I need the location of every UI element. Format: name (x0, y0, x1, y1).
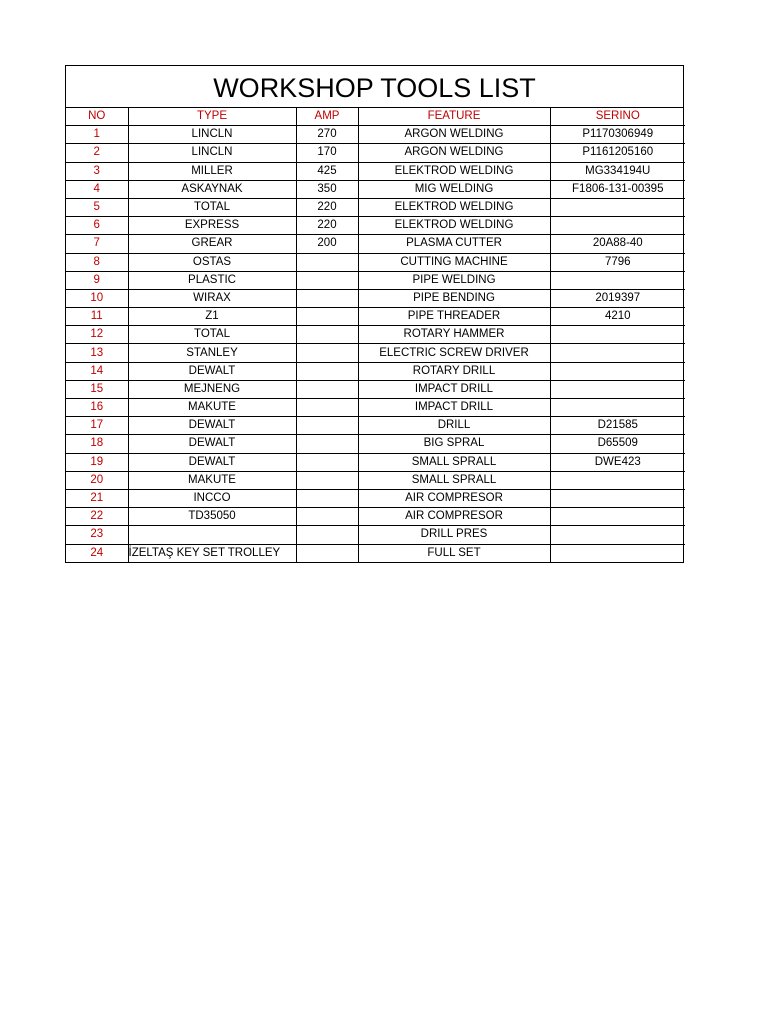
table-row (66, 308, 685, 326)
cell-type: GREAR (128, 235, 296, 253)
cell-amp: 220 (296, 217, 358, 235)
cell-feature: BIG SPRAL (358, 435, 550, 453)
cell-no: 15 (66, 380, 128, 398)
cell-feature: ELEKTROD WELDING (358, 162, 550, 180)
cell-no: 12 (66, 326, 128, 344)
cell-type: TD35050 (128, 508, 296, 526)
cell-no: 10 (66, 289, 128, 307)
cell-no: 3 (66, 162, 128, 180)
table-row (66, 508, 685, 526)
cell-amp (296, 271, 358, 289)
column-header-no: NO (66, 108, 128, 126)
cell-feature: AIR COMPRESOR (358, 508, 550, 526)
cell-serino: D65509 (550, 435, 685, 453)
cell-feature: SMALL SPRALL (358, 471, 550, 489)
cell-no: 24 (66, 544, 128, 562)
cell-feature: FULL SET (358, 544, 550, 562)
cell-amp (296, 489, 358, 507)
cell-amp: 350 (296, 180, 358, 198)
cell-type: DEWALT (128, 453, 296, 471)
cell-feature: SMALL SPRALL (358, 453, 550, 471)
cell-type: TOTAL (128, 198, 296, 216)
cell-serino: F1806-131-00395 (550, 180, 685, 198)
cell-type: ASKAYNAK (128, 180, 296, 198)
cell-no: 4 (66, 180, 128, 198)
cell-type: LINCLN (128, 144, 296, 162)
cell-serino (550, 471, 685, 489)
cell-no: 1 (66, 126, 128, 144)
table-row (66, 235, 685, 253)
column-header-amp: AMP (296, 108, 358, 126)
cell-amp: 200 (296, 235, 358, 253)
sheet-title: WORKSHOP TOOLS LIST (66, 66, 683, 108)
table-row (66, 435, 685, 453)
table-row (66, 362, 685, 380)
cell-type: PLASTIC (128, 271, 296, 289)
cell-serino: 2019397 (550, 289, 685, 307)
cell-no: 8 (66, 253, 128, 271)
column-header-feature: FEATURE (358, 108, 550, 126)
cell-feature: PIPE WELDING (358, 271, 550, 289)
cell-type: OSTAS (128, 253, 296, 271)
table-row (66, 162, 685, 180)
cell-amp (296, 435, 358, 453)
cell-amp (296, 253, 358, 271)
cell-feature: ROTARY DRILL (358, 362, 550, 380)
cell-amp (296, 508, 358, 526)
table-row (66, 271, 685, 289)
cell-serino: MG334194U (550, 162, 685, 180)
cell-type: EXPRESS (128, 217, 296, 235)
cell-feature: ELEKTROD WELDING (358, 217, 550, 235)
table-header-row (66, 108, 685, 126)
cell-serino (550, 271, 685, 289)
cell-no: 2 (66, 144, 128, 162)
column-header-serino: SERINO (550, 108, 685, 126)
cell-serino (550, 508, 685, 526)
cell-type: MILLER (128, 162, 296, 180)
table-row (66, 471, 685, 489)
table-row (66, 289, 685, 307)
cell-amp (296, 544, 358, 562)
cell-type: Z1 (128, 308, 296, 326)
cell-type: INCCO (128, 489, 296, 507)
cell-feature: PIPE THREADER (358, 308, 550, 326)
cell-serino: 7796 (550, 253, 685, 271)
cell-serino: P1161205160 (550, 144, 685, 162)
cell-feature: AIR COMPRESOR (358, 489, 550, 507)
cell-no: 13 (66, 344, 128, 362)
cell-serino (550, 489, 685, 507)
cell-amp (296, 289, 358, 307)
cell-type: MAKUTE (128, 471, 296, 489)
table-row (66, 417, 685, 435)
cell-no: 5 (66, 198, 128, 216)
cell-type: TOTAL (128, 326, 296, 344)
cell-no: 9 (66, 271, 128, 289)
cell-no: 16 (66, 399, 128, 417)
cell-feature: MIG WELDING (358, 180, 550, 198)
cell-serino: P1170306949 (550, 126, 685, 144)
table-row (66, 544, 685, 562)
table-row (66, 489, 685, 507)
cell-feature: ELECTRIC SCREW DRIVER (358, 344, 550, 362)
cell-feature: ARGON WELDING (358, 126, 550, 144)
tools-table (66, 108, 685, 562)
cell-amp (296, 417, 358, 435)
table-row (66, 526, 685, 544)
cell-amp (296, 399, 358, 417)
cell-no: 7 (66, 235, 128, 253)
cell-amp: 270 (296, 126, 358, 144)
cell-serino (550, 544, 685, 562)
table-row (66, 380, 685, 398)
cell-serino (550, 362, 685, 380)
cell-no: 19 (66, 453, 128, 471)
cell-serino: D21585 (550, 417, 685, 435)
column-header-type: TYPE (128, 108, 296, 126)
cell-type (128, 526, 296, 544)
table-row (66, 180, 685, 198)
cell-no: 21 (66, 489, 128, 507)
cell-feature: DRILL PRES (358, 526, 550, 544)
cell-type: DEWALT (128, 435, 296, 453)
cell-feature: ELEKTROD WELDING (358, 198, 550, 216)
cell-serino (550, 217, 685, 235)
cell-no: 20 (66, 471, 128, 489)
table-row (66, 344, 685, 362)
cell-serino (550, 380, 685, 398)
cell-feature: IMPACT DRILL (358, 380, 550, 398)
cell-feature: ARGON WELDING (358, 144, 550, 162)
cell-amp (296, 380, 358, 398)
cell-amp (296, 362, 358, 380)
cell-serino (550, 526, 685, 544)
cell-serino (550, 399, 685, 417)
cell-serino: DWE423 (550, 453, 685, 471)
cell-type: DEWALT (128, 417, 296, 435)
cell-amp (296, 471, 358, 489)
cell-amp: 425 (296, 162, 358, 180)
cell-no: 17 (66, 417, 128, 435)
cell-no: 22 (66, 508, 128, 526)
cell-serino: 20A88-40 (550, 235, 685, 253)
cell-feature: PIPE BENDING (358, 289, 550, 307)
table-row (66, 217, 685, 235)
table-row (66, 253, 685, 271)
table-row (66, 453, 685, 471)
cell-amp: 170 (296, 144, 358, 162)
table-row (66, 399, 685, 417)
cell-type: WIRAX (128, 289, 296, 307)
cell-type: İZELTAŞ KEY SET TROLLEY (128, 544, 296, 562)
cell-serino (550, 198, 685, 216)
cell-amp (296, 326, 358, 344)
cell-type: DEWALT (128, 362, 296, 380)
cell-serino (550, 326, 685, 344)
cell-type: LINCLN (128, 126, 296, 144)
cell-feature: PLASMA CUTTER (358, 235, 550, 253)
cell-amp (296, 453, 358, 471)
cell-no: 14 (66, 362, 128, 380)
cell-type: MAKUTE (128, 399, 296, 417)
cell-type: STANLEY (128, 344, 296, 362)
cell-type: MEJNENG (128, 380, 296, 398)
cell-feature: DRILL (358, 417, 550, 435)
cell-feature: ROTARY HAMMER (358, 326, 550, 344)
cell-feature: CUTTING MACHINE (358, 253, 550, 271)
cell-feature: IMPACT DRILL (358, 399, 550, 417)
cell-no: 6 (66, 217, 128, 235)
table-row (66, 326, 685, 344)
table-row (66, 126, 685, 144)
cell-amp (296, 526, 358, 544)
cell-serino (550, 344, 685, 362)
cell-no: 18 (66, 435, 128, 453)
tools-table-sheet (65, 65, 684, 563)
cell-serino: 4210 (550, 308, 685, 326)
table-row (66, 198, 685, 216)
cell-amp (296, 308, 358, 326)
table-row (66, 144, 685, 162)
cell-no: 23 (66, 526, 128, 544)
cell-no: 11 (66, 308, 128, 326)
cell-amp (296, 344, 358, 362)
cell-amp: 220 (296, 198, 358, 216)
